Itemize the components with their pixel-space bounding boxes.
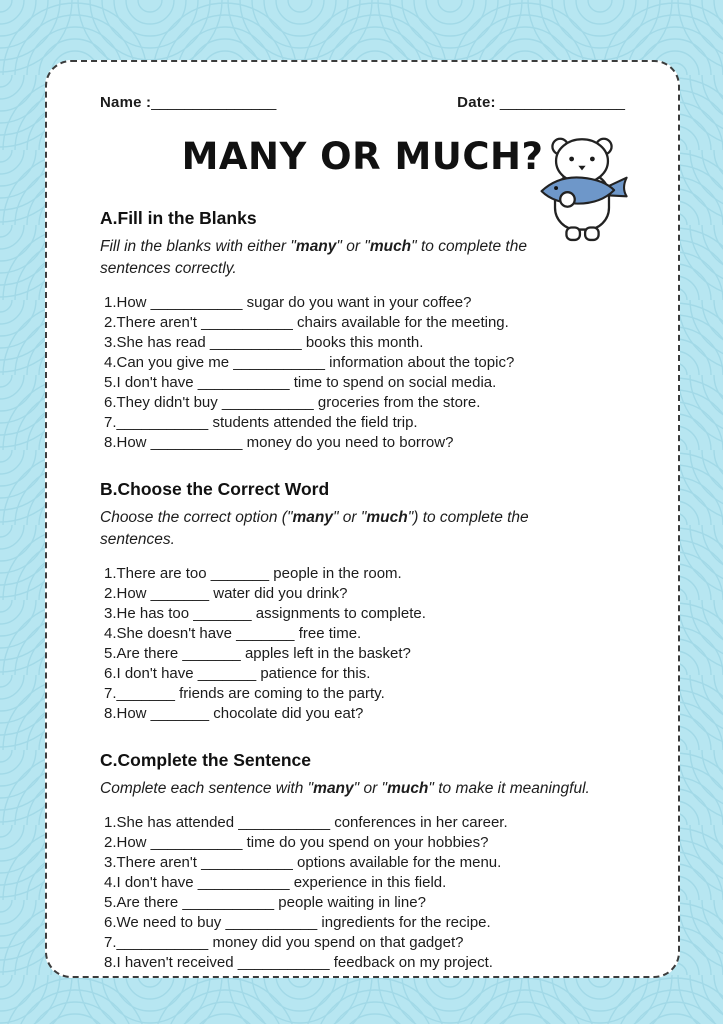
exercise-item: 4.She doesn't have _______ free time. — [104, 625, 362, 642]
instruction-part: " to make it meaningful. — [428, 780, 590, 797]
name-blank-line: _______________ — [151, 94, 277, 111]
section-c-list — [100, 813, 625, 973]
section-b-heading: B.Choose the Correct Word — [100, 479, 330, 499]
date-blank-line: _______________ — [495, 94, 625, 111]
section-b-list — [100, 564, 625, 724]
exercise-item: 7.___________ students attended the field trip. — [104, 414, 418, 431]
exercise-item: 2.How _______ water did you drink? — [104, 585, 348, 602]
date-label: Date: — [457, 94, 496, 111]
exercise-item: 4.I don't have ___________ experience in this field. — [104, 874, 447, 891]
name-label: Name : — [100, 94, 152, 111]
section-c — [100, 750, 625, 973]
instruction-part: " or " — [353, 780, 388, 797]
instruction-part: Choose the correct option (" — [100, 509, 293, 526]
exercise-item: 8.I haven't received ___________ feedback on my project. — [104, 954, 493, 971]
name-field — [100, 94, 276, 111]
exercise-item: 2.There aren't ___________ chairs available for the meeting. — [104, 314, 509, 331]
exercise-item: 8.How _______ chocolate did you eat? — [104, 705, 364, 722]
instruction-part: Complete each sentence with " — [100, 780, 314, 797]
instruction-bold-word: many — [292, 509, 333, 526]
exercise-item: 1.There are too _______ people in the room. — [104, 565, 402, 582]
section-a-heading: A.Fill in the Blanks — [100, 208, 257, 228]
exercise-item: 5.Are there _______ apples left in the basket? — [104, 645, 411, 662]
exercise-item: 1.How ___________ sugar do you want in your coffee? — [104, 294, 472, 311]
exercise-item: 7._______ friends are coming to the party. — [104, 685, 385, 702]
exercise-item: 1.She has attended ___________ conferences in her career. — [104, 814, 508, 831]
exercise-item: 8.How ___________ money do you need to borrow? — [104, 434, 454, 451]
worksheet-card — [45, 60, 680, 978]
exercise-item: 4.Can you give me ___________ information about the topic? — [104, 354, 515, 371]
exercise-item: 6.We need to buy ___________ ingredients for the recipe. — [104, 914, 491, 931]
exercise-item: 3.He has too _______ assignments to complete. — [104, 605, 426, 622]
section-c-heading: C.Complete the Sentence — [100, 750, 312, 770]
exercise-item: 6.I don't have _______ patience for this. — [104, 665, 371, 682]
exercise-item: 3.There aren't ___________ options available for the menu. — [104, 854, 502, 871]
instruction-part: " to complete the sentences correctly. — [100, 238, 527, 277]
exercise-item: 6.They didn't buy ___________ groceries from the store. — [104, 394, 481, 411]
instruction-bold-word: much — [387, 780, 429, 797]
exercise-item: 3.She has read ___________ books this month. — [104, 334, 424, 351]
instruction-part: Fill in the blanks with either " — [100, 238, 296, 255]
section-b-instruction — [100, 507, 572, 551]
section-a-instruction — [100, 236, 552, 280]
exercise-item: 5.Are there ___________ people waiting in line? — [104, 894, 426, 911]
section-a — [100, 208, 625, 453]
instruction-bold-word: many — [313, 780, 354, 797]
bear-with-fish-illustration — [532, 132, 632, 242]
bear-icon — [532, 132, 632, 242]
exercise-item: 7.___________ money did you spend on that gadget? — [104, 934, 464, 951]
worksheet-header — [100, 94, 625, 111]
instruction-part: " or " — [336, 238, 370, 255]
instruction-part: ") to complete the sentences. — [100, 509, 529, 548]
instruction-part: " or " — [332, 509, 367, 526]
exercise-item: 2.How ___________ time do you spend on your hobbies? — [104, 834, 489, 851]
date-field — [457, 94, 625, 111]
instruction-bold-word: much — [366, 509, 408, 526]
section-c-instruction — [100, 778, 625, 800]
fish-icon — [542, 177, 627, 203]
section-b — [100, 479, 625, 724]
instruction-bold-word: many — [295, 238, 337, 255]
exercise-item: 5.I don't have ___________ time to spend on social media. — [104, 374, 497, 391]
worksheet-title: MANY OR MUCH? — [181, 135, 544, 178]
instruction-bold-word: much — [369, 238, 412, 255]
section-a-list — [100, 293, 625, 453]
